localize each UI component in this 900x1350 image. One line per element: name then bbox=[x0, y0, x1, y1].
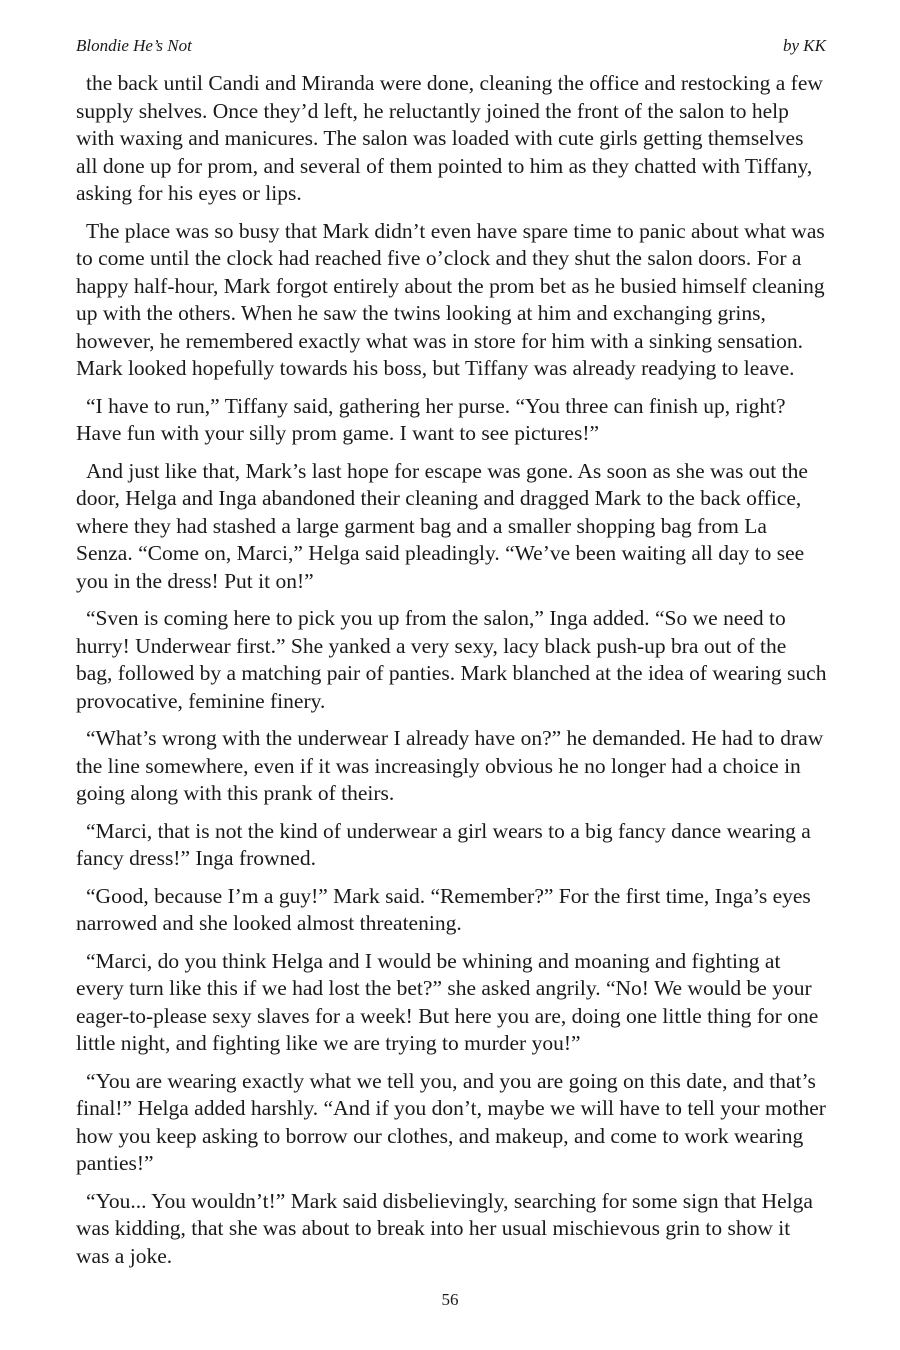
paragraph: “Marci, do you think Helga and I would be whining and moaning and fighting at every turn like this if we had lost the bet?” she asked angrily. “No! We would be your eager-to-please sexy slaves for a week! But here you are, doing one little thing for one little night, and fighting like we are trying to murder you!” bbox=[76, 948, 819, 1055]
paragraph: “Sven is coming here to pick you up from the salon,” Inga added. “So we need to hurry! Underwear first.” She yanked a very sexy, lacy black push-up bra out of the bag, followed by a matching pair of panties. Mark blanched at the idea of wearing such provocative, feminine finery. bbox=[76, 606, 827, 713]
paragraph: “You are wearing exactly what we tell you, and you are going on this date, and that’s final!” Helga added harshly. “And if you don’t, maybe we will have to tell your mother how you keep asking to borrow our clothes, and makeup, and come to work wearing panties!” bbox=[76, 1068, 826, 1175]
paragraph: “Marci, that is not the kind of underwear a girl wears to a big fancy dance wearing a fancy dress!” Inga frowned. bbox=[76, 818, 811, 870]
page-number: 56 bbox=[441, 1290, 459, 1309]
paragraph: “Good, because I’m a guy!” Mark said. “Remember?” For the first time, Inga’s eyes narrowed and she looked almost threatening. bbox=[76, 883, 811, 935]
body-text bbox=[76, 70, 828, 1280]
paragraph: “What’s wrong with the underwear I already have on?” he demanded. He had to draw the line somewhere, even if it was increasingly obvious he no longer had a choice in going along with this prank of theirs. bbox=[76, 726, 824, 805]
book-title: Blondie He’s Not bbox=[76, 36, 192, 55]
paragraph: the back until Candi and Miranda were done, cleaning the office and restocking a few supply shelves. Once they’d left, he reluctantly joined the front of the salon to help with waxing and manicures. The salon was loaded with cute girls getting themselves all done up for prom, and several of them pointed to him as they chatted with Tiffany, asking for his eyes or lips. bbox=[76, 71, 823, 205]
paragraph: “I have to run,” Tiffany said, gathering her purse. “You three can finish up, right? Have fun with your silly prom game. I want to see pictures!” bbox=[76, 393, 786, 445]
author-credit: by KK bbox=[783, 36, 826, 55]
running-header bbox=[76, 36, 826, 56]
paragraph: The place was so busy that Mark didn’t even have spare time to panic about what was to come until the clock had reached five o’clock and they shut the salon doors. For a happy half-hour, Mark forgot entirely about the prom bet as he busied himself cleaning up with the others. When he saw the twins looking at him and exchanging grins, however, he remembered exactly what was in store for him with a sinking sensation. Mark looked hopefully towards his boss, but Tiffany was already readying to leave. bbox=[76, 218, 825, 380]
paragraph: And just like that, Mark’s last hope for escape was gone. As soon as she was out the door, Helga and Inga abandoned their cleaning and dragged Mark to the back office, where they had stashed a large garment bag and a smaller shopping bag from La Senza. “Come on, Marci,” Helga said pleadingly. “We’ve been waiting all day to see you in the dress! Put it on!” bbox=[76, 458, 808, 593]
paragraph: “You... You wouldn’t!” Mark said disbelievingly, searching for some sign that Helga was kidding, that she was about to break into her usual mischievous grin to show it was a joke. bbox=[76, 1188, 813, 1268]
